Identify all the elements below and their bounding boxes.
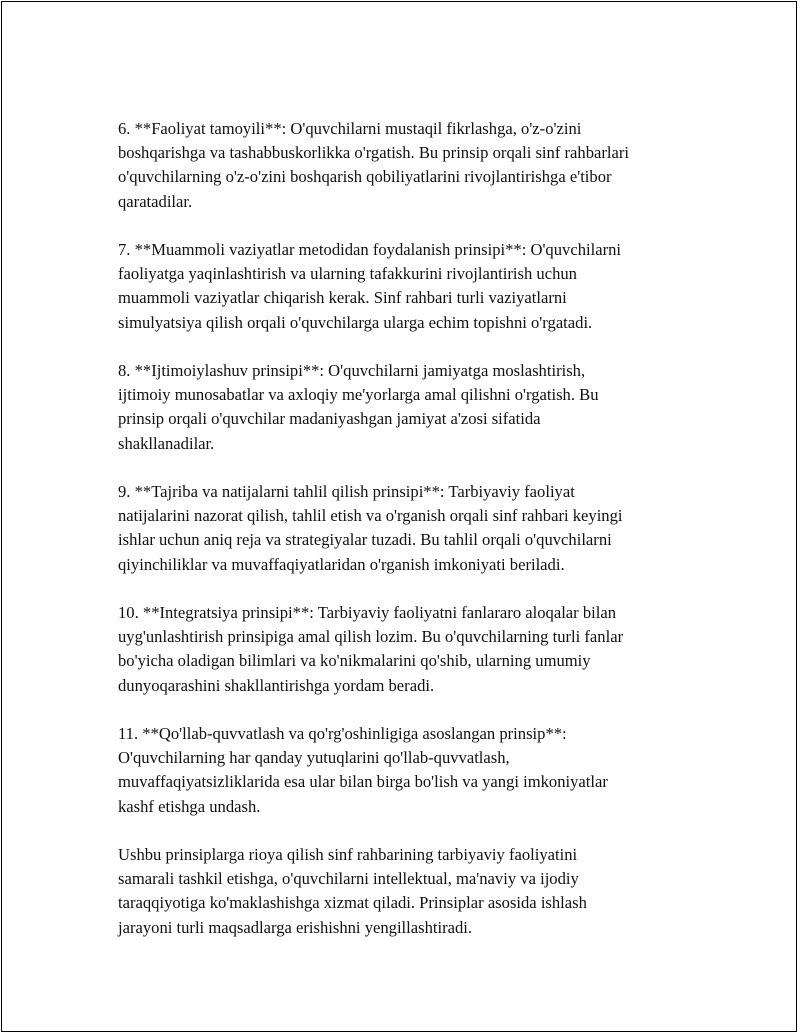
text-line: kashf etishga undash.: [118, 796, 261, 816]
paragraph-principle-6: [118, 117, 698, 214]
text-line: natijalarini nazorat qilish, tahlil etish va o'rganish orqali sinf rahbari keyingi: [118, 506, 623, 526]
paragraph-principle-9: [118, 480, 698, 577]
text-line: 8. **Ijtimoiylashuv prinsipi**: O'quvchilarni jamiyatga moslashtirish,: [118, 361, 586, 380]
text-line: 6. **Faoliyat tamoyili**: O'quvchilarni mustaqil fikrlashga, o'z-o'zini: [118, 119, 582, 138]
text-line: qaratadilar.: [118, 191, 193, 211]
text-line: ijtimoiy munosabatlar va axloqiy me'yorlarga amal qilishni o'rgatish. Bu: [118, 385, 599, 405]
text-line: bo'yicha oladigan bilimlari va ko'nikmalarini qo'shib, ularning umumiy: [118, 651, 591, 671]
text-line: uyg'unlashtirish prinsipiga amal qilish lozim. Bu o'quvchilarning turli fanlar: [118, 627, 624, 647]
text-line: Ushbu prinsiplarga rioya qilish sinf rahbarining tarbiyaviy faoliyatini: [118, 845, 578, 864]
text-line: muvaffaqiyatsizliklarida esa ular bilan birga bo'lish va yangi imkoniyatlar: [118, 772, 608, 792]
text-line: dunyoqarashini shakllantirishga yordam beradi.: [118, 675, 435, 695]
text-line: shakllanadilar.: [118, 433, 215, 453]
paragraph-principle-7: [118, 238, 698, 335]
text-line: o'quvchilarning o'z-o'zini boshqarish qobiliyatlarini rivojlantirishga e'tibor: [118, 167, 612, 187]
text-line: 9. **Tajriba va natijalarni tahlil qilish prinsipi**: Tarbiyaviy faoliyat: [118, 482, 575, 501]
text-line: simulyatsiya qilish orqali o'quvchilarga ularga echim topishni o'rgatadi.: [118, 312, 593, 332]
text-line: qiyinchiliklar va muvaffaqiyatlaridan o'rganish imkoniyati beriladi.: [118, 554, 565, 574]
paragraph-principle-10: [118, 601, 698, 698]
text-line: ishlar uchun aniq reja va strategiyalar tuzadi. Bu tahlil orqali o'quvchilarni: [118, 530, 612, 550]
text-line: faoliyatga yaqinlashtirish va ularning tafakkurini rivojlantirish uchun: [118, 264, 577, 284]
paragraph-principle-8: [118, 359, 698, 456]
document-body: [118, 117, 698, 964]
text-line: prinsip orqali o'quvchilar madaniyashgan jamiyat a'zosi sifatida: [118, 409, 541, 429]
text-line: boshqarishga va tashabbuskorlikka o'rgatish. Bu prinsip orqali sinf rahbarlari: [118, 143, 629, 163]
text-line: 11. **Qo'llab-quvvatlash va qo'rg'oshinligiga asoslangan prinsip**:: [118, 724, 567, 743]
paragraph-principle-11: [118, 722, 698, 819]
text-line: O'quvchilarning har qanday yutuqlarini qo'llab-quvvatlash,: [118, 748, 510, 768]
text-line: samarali tashkil etishga, o'quvchilarni intellektual, ma'naviy va ijodiy: [118, 869, 579, 889]
text-line: taraqqiyotiga ko'maklashishga xizmat qiladi. Prinsiplar asosida ishlash: [118, 893, 587, 913]
text-line: 7. **Muammoli vaziyatlar metodidan foydalanish prinsipi**: O'quvchilarni: [118, 240, 622, 259]
text-line: jarayoni turli maqsadlarga erishishni yengillashtiradi.: [118, 917, 473, 937]
text-line: 10. **Integratsiya prinsipi**: Tarbiyaviy faoliyatni fanlararo aloqalar bilan: [118, 603, 617, 622]
text-line: muammoli vaziyatlar chiqarish kerak. Sinf rahbari turli vaziyatlarni: [118, 288, 567, 308]
paragraph-conclusion: [118, 843, 698, 940]
